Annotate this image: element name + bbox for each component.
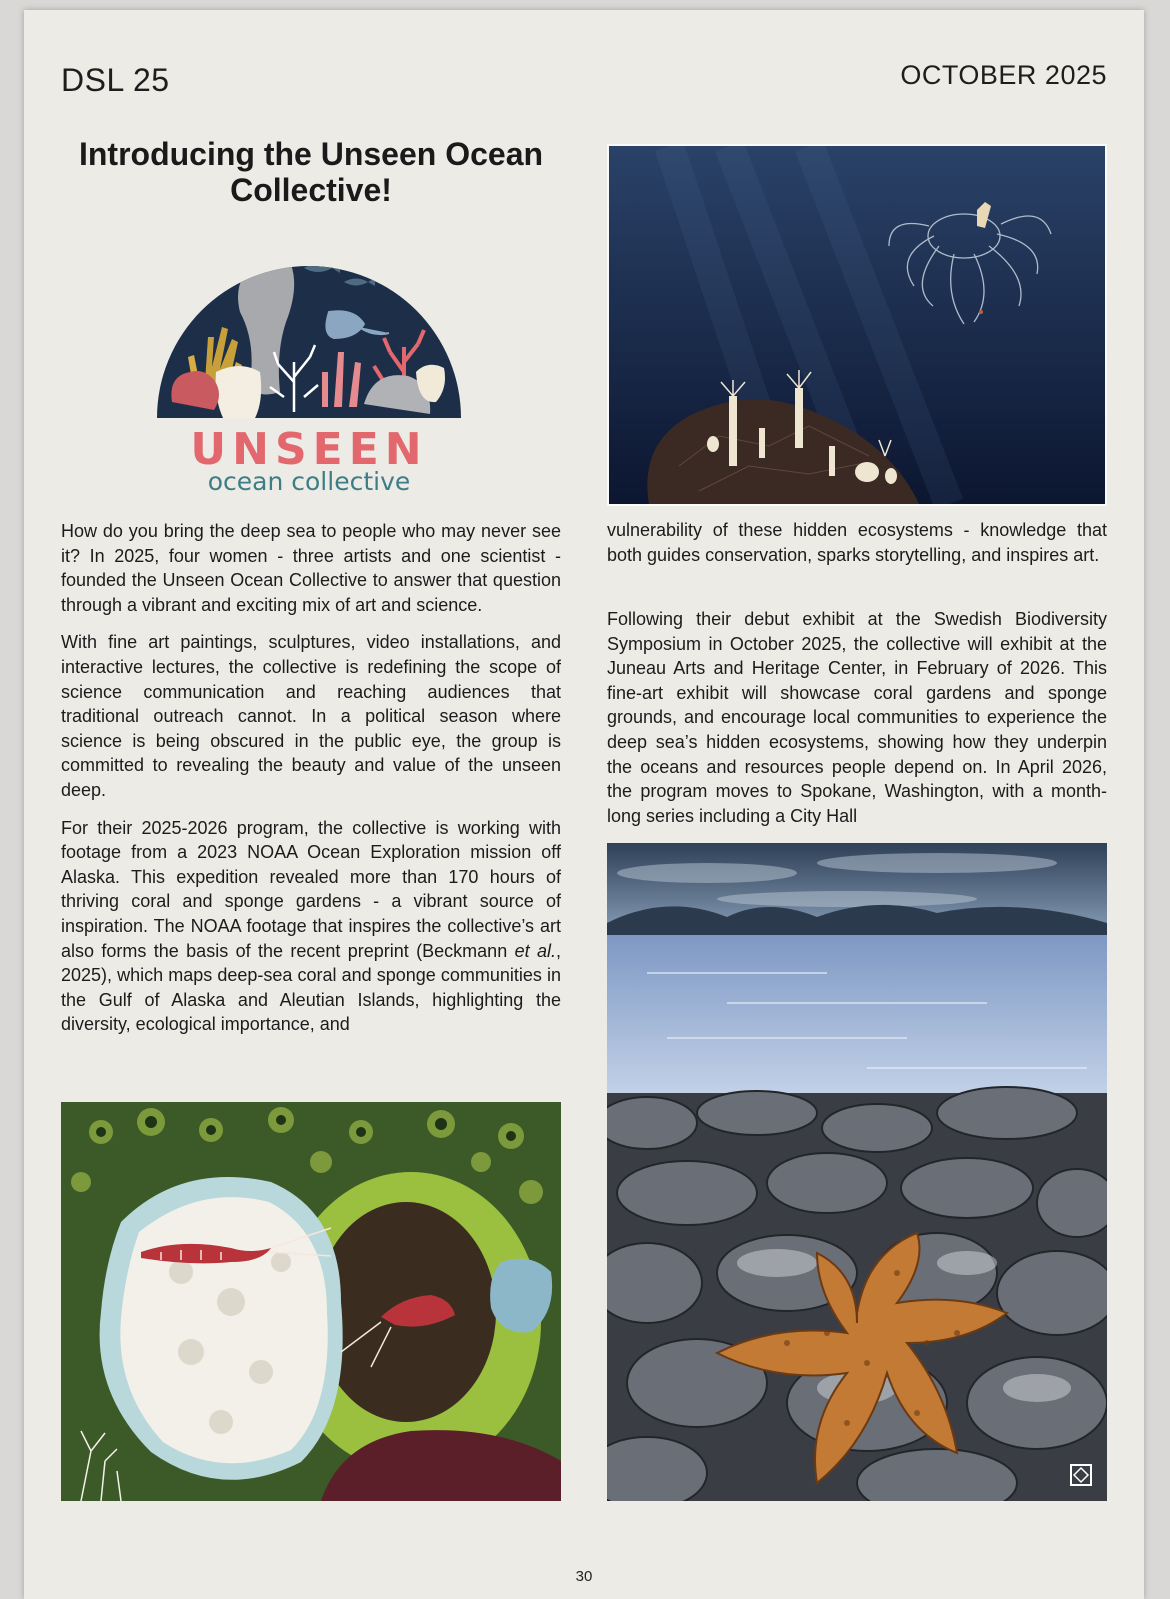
- sea-star-shore-painting: [607, 843, 1107, 1501]
- right-column-paragraph: Following their debut exhibit at the Swedish Biodiversity Symposium in October 2025, the collective will exhibit at the Juneau Arts and Heritage Center, in February of 2026. This fine-art exhibit will showcase coral gardens and sponge grounds, and encourage local communities to experience the deep sea’s hidden ecosystems, showing how they underpin the oceans and resources people depend on. In April 2026, the program moves to Spokane, Washington, with a month-long series including a City Hall: [607, 609, 1107, 826]
- coral-shrimp-painting: [61, 1102, 561, 1501]
- paragraph-intro: How do you bring the deep sea to people who may never see it? In 2025, four women - three artists and one scientist - founded the Unseen Ocean Collective to answer that question through a vibrant and exciting mix of art and science.: [61, 521, 561, 615]
- paragraph-program-text: For their 2025-2026 program, the collective is working with footage from a 2023 NOAA Ocean Exploration mission off Alaska. This expedition revealed more than 170 hours of thriving coral and sponge gardens - a vibrant source of inspiration. The NOAA footage that inspires the collective’s art also forms the basis of the recent preprint (Beckmann: [61, 817, 561, 961]
- citation-et-al: et al.: [514, 940, 556, 961]
- unseen-ocean-collective-logo: [154, 232, 464, 502]
- logo-tagline: ocean collective: [207, 467, 411, 496]
- right-column-continuation: vulnerability of these hidden ecosystems - knowledge that both guides conservation, sparks storytelling, and inspires art.: [607, 520, 1107, 565]
- logo-wordmark: UNSEEN: [190, 424, 428, 475]
- issue-date: OCTOBER 2025: [900, 60, 1107, 90]
- paragraph-program-text-end: , 2025), which maps deep-sea coral and sponge communities in the Gulf of Alaska and Aleutian Islands, highlighting the diversity, ecological importance, and: [61, 940, 561, 1035]
- paragraph-fine-art: With fine art paintings, sculptures, video installations, and interactive lectures, the collective is redefining the scope of science communication and reaching audiences that traditional outreach cannot. In a political season where science is being obscured in the public eye, the group is committed to revealing the beauty and value of the unseen deep.: [61, 632, 561, 800]
- newsletter-page: [24, 10, 1144, 1599]
- page-number: 30: [575, 1568, 593, 1585]
- paragraph-program: [61, 816, 561, 1037]
- issue-label: DSL 25: [61, 62, 170, 98]
- left-column-text: [61, 519, 561, 1079]
- article-title: Introducing the Unseen Ocean Collective!: [78, 136, 544, 208]
- jellyfish-painting: [607, 144, 1107, 506]
